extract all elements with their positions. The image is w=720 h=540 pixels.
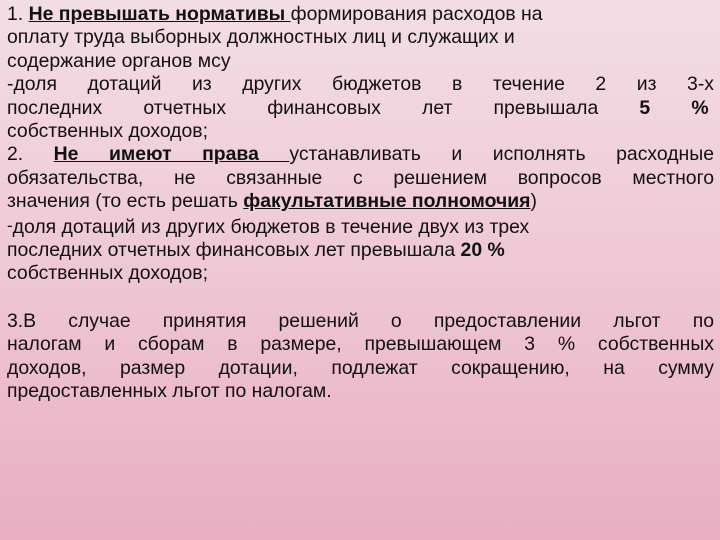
- dash-bullet: -: [7, 215, 13, 235]
- item-1-sub-line-2: последних отчетных финансовых лет превышала 5 %: [7, 96, 709, 119]
- item-3-line-2: налогам и сборам в размере, превышающем 3 % собственных: [7, 333, 714, 356]
- item-1-sub-line-1: -доля дотаций из других бюджетов в течение 2 из 3-х: [7, 73, 714, 96]
- item-3: [7, 310, 714, 404]
- spacer: [7, 286, 714, 310]
- item-2-number: 2.: [7, 143, 54, 166]
- item-1-number: 1.: [7, 3, 29, 25]
- item-2-sub-line-2: последних отчетных финансовых лет превышала 20 %: [7, 239, 505, 262]
- item-1-sub-line-3: собственных доходов;: [7, 120, 208, 143]
- percent-20: 20 %: [460, 239, 505, 262]
- item-2-heading: Не имеют права: [53, 143, 290, 166]
- item-1: [7, 3, 714, 143]
- item-1-text: формирования расходов на: [290, 3, 543, 25]
- item-2-line-3: значения (то есть решать факультативные полномочия): [7, 190, 537, 213]
- item-2-line-1: 2. Не имеют права устанавливать и исполнять расходные: [7, 143, 714, 166]
- item-1-line-1: [7, 3, 714, 26]
- percent-5: 5 %: [639, 96, 709, 119]
- item-2: [7, 143, 714, 285]
- item-2-line-2: обязательства, не связанные с решением вопросов местного: [7, 166, 714, 189]
- item-2-sub-line-3: собственных доходов;: [7, 262, 208, 285]
- dash-bullet: -: [7, 73, 14, 96]
- item-1-line-3: содержание органов мсу: [7, 49, 231, 72]
- item-1-heading: Не превышать нормативы: [28, 3, 291, 25]
- item-2-sub-line-1: -доля дотаций из других бюджетов в течение двух из трех: [7, 215, 530, 238]
- item-1-line-2: оплату труда выборных должностных лиц и служащих и: [7, 26, 515, 49]
- item-3-line-4: предоставленных льгот по налогам.: [7, 380, 332, 403]
- optional-powers: факультативные полномочия: [243, 190, 531, 213]
- item-3-line-3: доходов, размер дотации, подлежат сокращению, на сумму: [7, 356, 714, 379]
- item-3-line-1: 3.В случае принятия решений о предоставлении льгот по: [7, 309, 714, 332]
